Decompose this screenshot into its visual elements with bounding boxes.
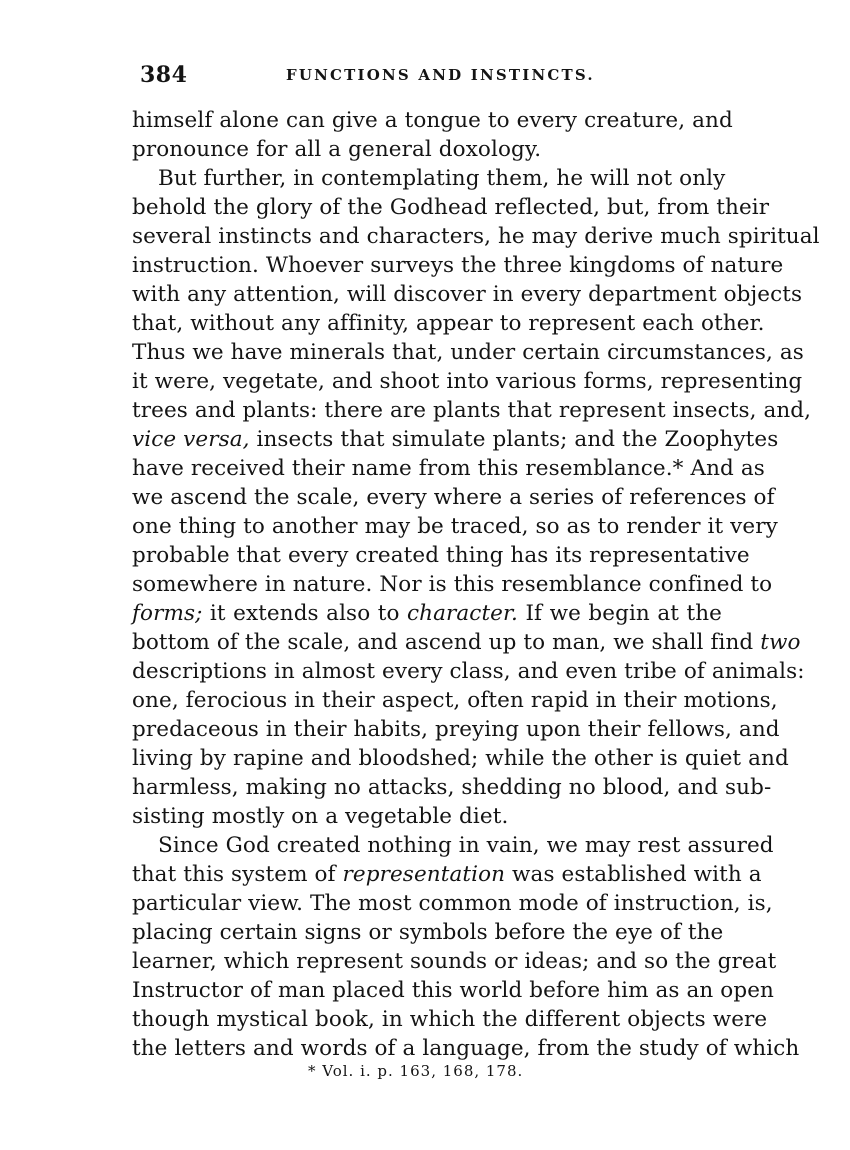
text-line: the letters and words of a language, from the study of which: [132, 1036, 800, 1061]
body-text: [132, 106, 820, 1063]
text-line: somewhere in nature. Nor is this resemblance confined to: [132, 572, 773, 597]
footnote: * Vol. i. p. 163, 168, 178.: [308, 1062, 524, 1080]
text-line: Since God created nothing in vain, we may rest assured: [158, 833, 774, 858]
text-line: forms; it extends also to character. If we begin at the: [132, 601, 722, 626]
text-line: bottom of the scale, and ascend up to man, we shall find two: [132, 630, 801, 655]
text-line: have received their name from this resemblance.* And as: [132, 456, 765, 481]
text-line: several instincts and characters, he may derive much spiritual: [132, 224, 820, 249]
text-line: trees and plants: there are plants that represent insects, and,: [132, 398, 812, 423]
text-line: living by rapine and bloodshed; while the other is quiet and: [132, 746, 789, 771]
text-line: pronounce for all a general doxology.: [132, 137, 542, 162]
text-line: harmless, making no attacks, shedding no blood, and sub-: [132, 775, 772, 800]
text-line: it were, vegetate, and shoot into various forms, representing: [132, 369, 803, 394]
text-line: But further, in contemplating them, he will not only: [158, 166, 726, 191]
text-line: one thing to another may be traced, so as to render it very: [132, 514, 778, 539]
text-line: Thus we have minerals that, under certain circumstances, as: [132, 340, 804, 365]
text-line: Instructor of man placed this world before him as an open: [132, 978, 774, 1003]
text-line: himself alone can give a tongue to every creature, and: [132, 108, 733, 133]
text-line: descriptions in almost every class, and even tribe of animals:: [132, 659, 805, 684]
text-line: though mystical book, in which the different objects were: [132, 1007, 768, 1032]
text-line: probable that every created thing has its representative: [132, 543, 750, 568]
text-line: particular view. The most common mode of instruction, is,: [132, 891, 773, 916]
text-line: that this system of representation was established with a: [132, 862, 762, 887]
text-line: vice versa, insects that simulate plants; and the Zoophytes: [132, 427, 779, 452]
text-line: one, ferocious in their aspect, often rapid in their motions,: [132, 688, 778, 713]
text-line: learner, which represent sounds or ideas; and so the great: [132, 949, 777, 974]
text-line: that, without any affinity, appear to represent each other.: [132, 311, 765, 336]
text-line: we ascend the scale, every where a series of references of: [132, 485, 775, 510]
text-line: instruction. Whoever surveys the three kingdoms of nature: [132, 253, 784, 278]
page-number: 384: [140, 62, 188, 88]
text-line: with any attention, will discover in every department objects: [132, 282, 803, 307]
text-line: behold the glory of the Godhead reflected, but, from their: [132, 195, 770, 220]
text-line: sisting mostly on a vegetable diet.: [132, 804, 509, 829]
text-line: placing certain signs or symbols before the eye of the: [132, 920, 724, 945]
text-line: predaceous in their habits, preying upon their fellows, and: [132, 717, 780, 742]
running-title: FUNCTIONS AND INSTINCTS.: [286, 66, 595, 84]
running-head: [140, 62, 720, 86]
